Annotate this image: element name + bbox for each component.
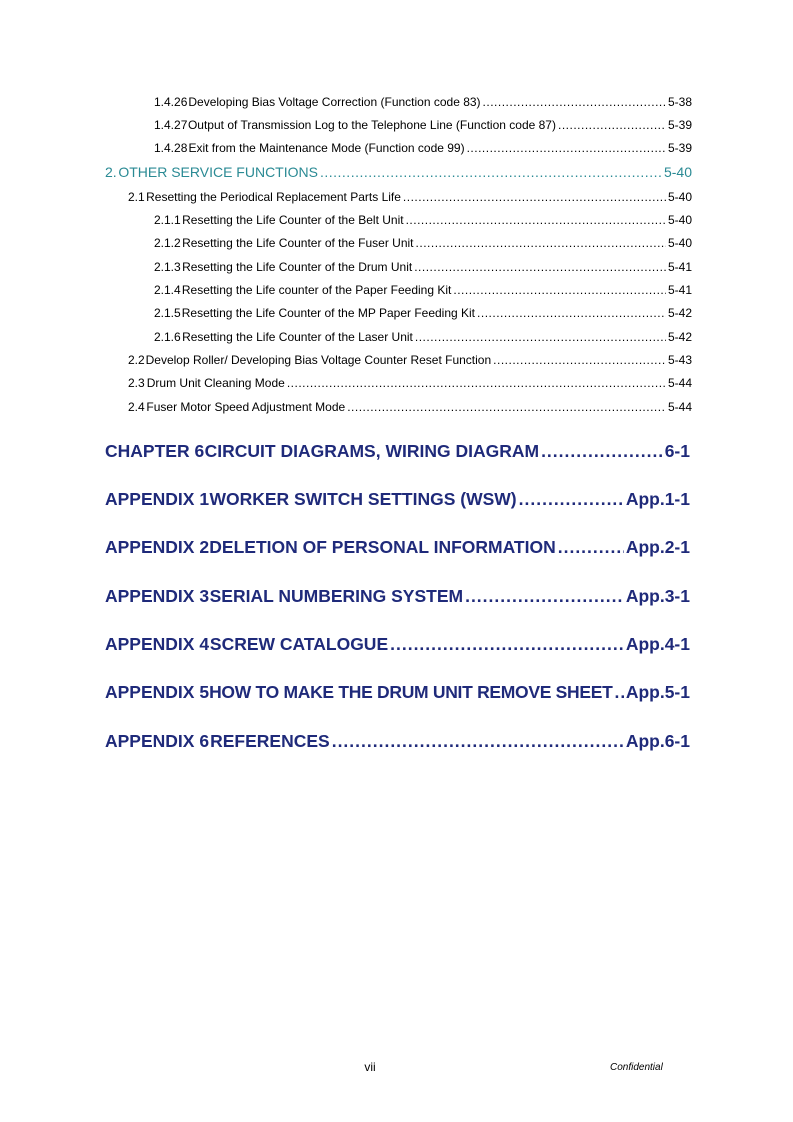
leader-dots: [287, 376, 666, 390]
toc-page: 5-40: [663, 164, 692, 180]
toc-number: 2.3: [128, 376, 145, 390]
toc-entry-2-4[interactable]: [0, 400, 793, 414]
leader-dots: [347, 400, 666, 414]
toc-number: 2.1.2: [154, 236, 181, 250]
toc-chapter-6[interactable]: [0, 441, 793, 462]
chapter-number: APPENDIX 5: [105, 682, 210, 702]
chapter-title: WORKER SWITCH SETTINGS (WSW): [209, 489, 517, 509]
toc-number: 2.2: [128, 353, 145, 367]
leader-dots: [558, 537, 624, 558]
chapter-number: APPENDIX 2: [105, 537, 210, 557]
toc-appendix-3[interactable]: [0, 586, 793, 607]
leader-dots: [483, 95, 666, 109]
chapter-number: APPENDIX 3: [105, 586, 210, 606]
leader-dots: [406, 213, 666, 227]
chapter-page: App.2-1: [625, 537, 690, 557]
leader-dots: [541, 441, 663, 462]
toc-entry-1-4-27[interactable]: [0, 118, 793, 132]
chapter-page: App.1-1: [625, 489, 690, 509]
chapter-number: APPENDIX 4: [105, 634, 210, 654]
toc-title: Develop Roller/ Developing Bias Voltage Counter Reset Function: [145, 353, 492, 367]
toc-page: 5-38: [667, 95, 692, 109]
toc-page: 5-40: [667, 190, 692, 204]
leader-dots: [465, 586, 624, 607]
toc-page: 5-40: [667, 213, 692, 227]
toc-appendix-6[interactable]: [0, 731, 793, 752]
chapter-page: 6-1: [664, 441, 690, 461]
toc-title: OTHER SERVICE FUNCTIONS: [118, 164, 318, 180]
toc-entry-2-1-3[interactable]: [0, 260, 793, 274]
leader-dots: [519, 489, 624, 510]
toc-title: Resetting the Life Counter of the MP Paper Feeding Kit: [181, 306, 476, 320]
leader-dots: [493, 353, 666, 367]
toc-title: Resetting the Life counter of the Paper Feeding Kit: [181, 283, 452, 297]
chapter-number: APPENDIX 1: [105, 489, 210, 509]
chapter-page: App.5-1: [625, 682, 690, 702]
toc-page: 5-44: [667, 400, 692, 414]
toc-title: Output of Transmission Log to the Telephone Line (Function code 87): [187, 118, 556, 132]
toc-number: 1.4.28: [154, 141, 188, 155]
leader-dots: [403, 190, 666, 204]
leader-dots: [415, 330, 666, 344]
chapter-page: App.3-1: [625, 586, 690, 606]
toc-entry-1-4-28[interactable]: [0, 141, 793, 155]
chapter-title: DELETION OF PERSONAL INFORMATION: [209, 537, 556, 557]
toc-entry-2-1-5[interactable]: [0, 306, 793, 320]
toc-entry-2-1-4[interactable]: [0, 283, 793, 297]
leader-dots: [558, 118, 666, 132]
toc-title: Resetting the Life Counter of the Belt Unit: [182, 213, 404, 227]
chapter-number: CHAPTER 6: [105, 441, 205, 461]
toc-entry-2-2[interactable]: [0, 353, 793, 367]
toc-title: Drum Unit Cleaning Mode: [146, 376, 285, 390]
leader-dots: [467, 141, 666, 155]
toc-entry-1-4-26[interactable]: [0, 95, 793, 109]
toc-number: 2.1: [128, 190, 145, 204]
leader-dots: [615, 682, 624, 703]
toc-title: Fuser Motor Speed Adjustment Mode: [146, 400, 346, 414]
toc-title: Resetting the Life Counter of the Fuser Unit: [182, 236, 414, 250]
toc-page: 5-43: [667, 353, 692, 367]
chapter-title: SERIAL NUMBERING SYSTEM: [209, 586, 464, 606]
chapter-number: APPENDIX 6: [105, 731, 210, 751]
chapter-title: REFERENCES: [210, 731, 330, 751]
toc-page: 5-42: [667, 330, 692, 344]
leader-dots: [332, 731, 624, 752]
leader-dots: [320, 164, 662, 180]
toc-appendix-4[interactable]: [0, 634, 793, 655]
toc-title: Resetting the Life Counter of the Drum Unit: [182, 260, 413, 274]
toc-number: 2.1.1: [154, 213, 181, 227]
leader-dots: [390, 634, 624, 655]
page-number: vii: [364, 1060, 376, 1074]
toc-title: Resetting the Life Counter of the Laser Unit: [182, 330, 413, 344]
toc-appendix-5[interactable]: [0, 682, 793, 703]
toc-number: 2.1.5: [154, 306, 181, 320]
chapter-title: SCREW CATALOGUE: [209, 634, 389, 654]
toc-page: 5-41: [667, 283, 692, 297]
toc-page: 5-42: [667, 306, 692, 320]
chapter-page: App.6-1: [625, 731, 690, 751]
toc-title: Developing Bias Voltage Correction (Function code 83): [188, 95, 481, 109]
toc-appendix-1[interactable]: [0, 489, 793, 510]
toc-page: 5-44: [667, 376, 692, 390]
chapter-title: CIRCUIT DIAGRAMS, WIRING DIAGRAM: [204, 441, 540, 461]
leader-dots: [453, 283, 666, 297]
toc-number: 2.1.4: [154, 283, 181, 297]
leader-dots: [477, 306, 666, 320]
toc-entry-2-1-1[interactable]: [0, 213, 793, 227]
leader-dots: [414, 260, 666, 274]
toc-page: 5-39: [667, 141, 692, 155]
toc-entry-2-1-6[interactable]: [0, 330, 793, 344]
toc-entry-2-1-2[interactable]: [0, 236, 793, 250]
toc-page: 5-40: [667, 236, 692, 250]
toc-appendix-2[interactable]: [0, 537, 793, 558]
chapter-page: App.4-1: [625, 634, 690, 654]
toc-number: 2.4: [128, 400, 145, 414]
toc-title: Resetting the Periodical Replacement Parts Life: [146, 190, 401, 204]
chapter-title: HOW TO MAKE THE DRUM UNIT REMOVE SHEET: [209, 682, 613, 702]
toc-number: 2.1.3: [154, 260, 181, 274]
toc-number: 2.1.6: [154, 330, 181, 344]
toc-entry-2[interactable]: [0, 164, 793, 180]
toc-title: Exit from the Maintenance Mode (Function code 99): [188, 141, 465, 155]
toc-entry-2-3[interactable]: [0, 376, 793, 390]
toc-page: 5-41: [667, 260, 692, 274]
toc-number: 1.4.27: [154, 118, 188, 132]
toc-page: 5-39: [667, 118, 692, 132]
toc-entry-2-1[interactable]: [0, 190, 793, 204]
leader-dots: [416, 236, 666, 250]
toc-number: 1.4.26: [154, 95, 188, 109]
confidential-label: Confidential: [610, 1062, 663, 1073]
toc-number: 2.: [105, 164, 117, 180]
